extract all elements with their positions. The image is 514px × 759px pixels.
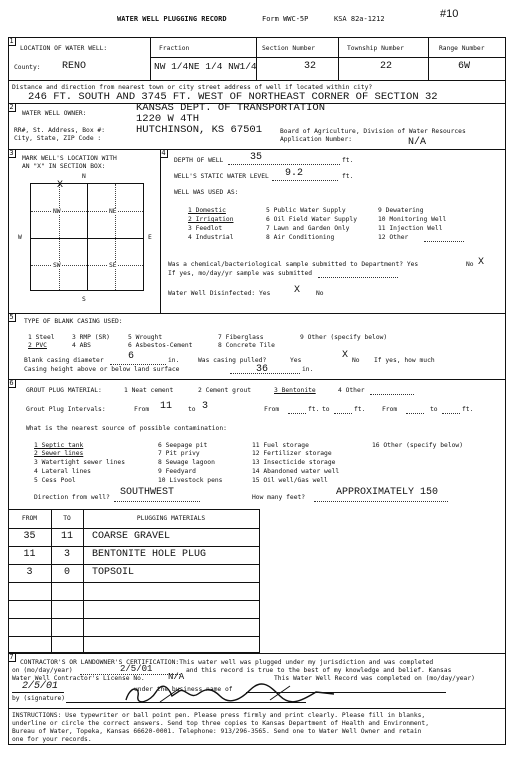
range-value: 6W [458,61,471,72]
address-label-2: City, State, ZIP Code : [14,135,102,142]
map-ne: NE [109,208,117,215]
rule [8,379,506,380]
interval-2-to-line [334,413,352,414]
static-value: 9.2 [285,168,304,179]
interval-2-ft: ft. [308,406,320,413]
interval-3-from-line [406,413,424,414]
grid-line [31,265,143,266]
map-label-2: AN "X" IN SECTION BOX: [22,163,106,170]
section-number-2: 2 [8,103,16,112]
casing-rmp[interactable]: 3 RMP (SR) [72,334,110,341]
completed-date: 2/5/01 [22,681,59,692]
fraction-label: Fraction [159,45,190,52]
use-monitoring[interactable]: 10 Monitoring Well [378,216,447,223]
interval-3-ft: ft. [462,406,474,413]
completed-date-line [12,692,64,693]
interval-1-from-label: From [134,406,150,413]
source-livestock[interactable]: 10 Livestock pens [158,477,223,484]
map-south: S [82,296,86,303]
interval-1-to: 3 [202,401,209,412]
section-number-7: 7 [8,653,16,662]
range-label: Range Number [439,45,485,52]
used-as-label: WELL WAS USED AS: [174,189,239,196]
casing-steel[interactable]: 1 Steel [28,334,55,341]
board-label: Board of Agriculture, Division of Water Resources [280,128,466,135]
source-oil-gas-well[interactable]: 15 Oil well/Gas well [252,477,328,484]
grout-cement-grout[interactable]: 2 Cement grout [198,387,252,394]
row-3-from: 3 [26,567,33,578]
height-value: 36 [256,364,269,375]
use-industrial[interactable]: 4 Industrial [188,234,234,241]
row-1-from: 35 [23,531,36,542]
casing-concrete[interactable]: 8 Concrete Tile [218,342,275,349]
use-other[interactable]: 12 Other [378,234,409,241]
rule [150,57,506,58]
height-unit: in. [302,366,314,373]
static-unit: ft. [342,173,354,180]
section-number-1: 1 [8,37,16,46]
grout-other-line [370,394,414,395]
section-number-6: 6 [8,379,16,388]
grid-line [115,184,116,290]
map-east: E [148,234,152,241]
contamination-label: What is the nearest source of possible contamination: [26,425,227,432]
map-se: SE [109,262,117,269]
disinfected-label: Water Well Disinfected: Yes [168,290,271,297]
table-rule [8,636,259,637]
diameter-value: 6 [128,351,135,362]
table-rule [8,564,259,565]
source-sewer-lines[interactable]: 2 Sewer lines [34,450,84,457]
section-number-3: 3 [8,149,16,158]
cert-text-4: under the business name of [134,686,233,693]
grid-line [59,184,60,290]
application-value: N/A [408,137,427,148]
depth-line [228,164,340,165]
depth-value: 35 [250,152,263,163]
well-location-mark: X [57,180,64,191]
use-feedlot[interactable]: 3 Feedlot [188,225,223,232]
map-label-1: MARK WELL'S LOCATION WITH [22,155,117,162]
source-fuel-storage[interactable]: 11 Fuel storage [252,442,309,449]
table-divider [83,510,84,652]
grout-other[interactable]: 4 Other [338,387,365,394]
owner-label: WATER WELL OWNER: [22,110,87,117]
pulled-no[interactable]: No [352,357,360,364]
map-west: W [18,234,22,241]
divider [338,37,339,80]
cert-text-3b: This Water Well Record was completed on (mo/day/year) [274,675,475,682]
county-label: County: [14,64,41,71]
map-north: N [82,173,86,180]
use-public-water[interactable]: 5 Public Water Supply [266,207,346,214]
sample-date-question: If yes, mo/day/yr sample was submitted [168,270,313,277]
interval-2-from-line [288,413,306,414]
pulled-how: If yes, how much [374,357,435,364]
table-rule [8,546,259,547]
table-header-from: FROM [21,515,38,522]
distance-value: 246 FT. SOUTH AND 3745 FT. WEST OF NORTHEAST CORNER OF SECTION 32 [28,91,438,103]
cert-text-2b: and this record is true to the best of my knowledge and belief. Kansas [186,667,452,674]
howmany-value: APPROXIMATELY 150 [336,487,439,498]
sample-date-line [318,277,398,278]
casing-wrought[interactable]: 5 Wrought [128,334,163,341]
instructions-line-2: underline or circle the correct answers. Send top three copies to Kansas Department of Health and Environment, [12,720,430,727]
interval-1-to-label: to [188,406,196,413]
row-2-material: BENTONITE HOLE PLUG [92,549,207,560]
grout-neat-cement[interactable]: 1 Neat cement [124,387,174,394]
fraction-value: NW 1/4NE 1/4 NW1/4 [154,61,257,72]
row-1-material: COARSE GRAVEL [92,531,171,542]
use-injection[interactable]: 11 Injection Well [378,225,443,232]
rule [8,313,506,314]
casing-other[interactable]: 9 Other (specify below) [300,334,388,341]
grout-bentonite[interactable]: 3 Bentonite [274,387,316,394]
source-seepage-pit[interactable]: 6 Seepage pit [158,442,208,449]
section-label: Section Number [262,45,316,52]
record-number: #10 [440,8,459,20]
divider [256,37,257,80]
use-domestic[interactable]: 1 Domestic [188,207,226,214]
row-3-to: 0 [63,567,70,578]
rule [8,653,506,654]
instructions-line-3: Bureau of Water, Topeka, Kansas 66620-0001. Telephone: 913/296-3565. Send one to Water Well Owner and retain [12,728,422,735]
source-watertight[interactable]: 3 Watertight sewer lines [34,459,125,466]
intervals-label: Grout Plug Intervals: [26,406,106,413]
signature-scribble [120,682,340,706]
table-rule [8,600,259,601]
sample-no[interactable]: No [466,261,474,268]
direction-value: SOUTHWEST [120,487,175,498]
section-value: 32 [304,61,317,72]
owner-name: KANSAS DEPT. OF TRANSPORTATION [136,102,326,114]
pulled-yes[interactable]: Yes [290,357,302,364]
section-number-5: 5 [8,313,16,322]
static-line [272,180,338,181]
grid-line [31,211,143,212]
form-number: Form WWC-5P [262,15,309,23]
diameter-unit: in. [168,357,180,364]
casing-asbestos[interactable]: 6 Asbestos-Cement [128,342,193,349]
cert-text-2a: on (mo/day/year) [12,667,73,674]
table-header-materials: PLUGGING MATERIALS [136,515,206,522]
grid-line [87,184,88,290]
divider [150,37,151,80]
sample-mark: X [478,257,485,268]
cert-date: 2/5/01 [120,664,153,674]
source-lagoon[interactable]: 8 Sewage lagoon [158,459,215,466]
interval-2-from-label: From [264,406,280,413]
source-fertilizer[interactable]: 12 Fertilizer storage [252,450,332,457]
cert-text-3a: Water Well Contractor's License No. [12,675,145,682]
rule [8,149,506,150]
row-1-to: 11 [60,531,73,542]
direction-line [114,501,200,502]
row-2-to: 3 [63,549,70,560]
section-grid[interactable] [30,180,144,291]
form-title: WATER WELL PLUGGING RECORD [117,15,227,23]
table-rule [8,618,259,619]
grid-line [31,238,143,239]
township-label: Township Number [347,45,404,52]
owner-city: HUTCHINSON, KS 67501 [136,124,263,136]
source-pit-privy[interactable]: 7 Pit privy [158,450,200,457]
distance-label: Distance and direction from nearest town or city street address of well if located within city? [12,84,373,91]
interval-2-to-label: to [322,406,330,413]
location-label: LOCATION OF WATER WELL: [20,45,108,52]
table-header-to: TO [63,515,71,522]
interval-3-to-label: to [430,406,438,413]
casing-label: TYPE OF BLANK CASING USED: [24,318,123,325]
divider [160,149,161,313]
instructions-line-1: INSTRUCTIONS: Use typewriter or ball point pen. Please press firmly and print clearly. Please fill in blanks, [12,712,426,719]
interval-3-to-line [442,413,460,414]
interval-1-from: 11 [160,401,173,412]
diameter-line [110,364,166,365]
cert-text-1: CONTRACTOR'S OR LANDOWNER'S CERTIFICATION:This water well was plugged under my jurisdiction and was completed [20,659,434,666]
owner-street: 1220 W 4TH [136,113,200,125]
diameter-label: Blank casing diameter [24,357,104,364]
divider [428,37,429,80]
address-label-1: RR#, St. Address, Box #: [14,127,105,134]
row-2-from: 11 [23,549,36,560]
interval-2-ft-b: ft. [354,406,366,413]
howmany-line [314,501,448,502]
use-oil-field[interactable]: 6 Oil Field Water Supply [266,216,357,223]
row-3-material: TOPSOIL [92,567,135,578]
depth-label: DEPTH OF WELL [174,157,224,164]
height-label: Casing height above or below land surface [24,366,180,373]
casing-pvc[interactable]: 2 PVC [28,342,47,349]
source-abandoned-well[interactable]: 14 Abandoned water well [252,468,340,475]
instructions-line-4: one for your records. [12,736,92,743]
source-cess-pool[interactable]: 5 Cess Pool [34,477,76,484]
grout-label: GROUT PLUG MATERIAL: [26,387,102,394]
casing-fiberglass[interactable]: 7 Fiberglass [218,334,264,341]
disinfected-mark: X [294,285,301,296]
pulled-label: Was casing pulled? [198,357,267,364]
section-number-4: 4 [160,149,168,158]
use-dewatering[interactable]: 9 Dewatering [378,207,424,214]
static-label: WELL'S STATIC WATER LEVEL [174,173,269,180]
application-label: Application Number: [280,136,353,143]
sample-question: Was a chemical/bacteriological sample submitted to Department? Yes [168,261,419,268]
disinfected-no[interactable]: No [316,290,324,297]
depth-unit: ft. [342,157,354,164]
use-irrigation[interactable]: 2 Irrigation [188,216,234,223]
cert-license: N/A [168,672,185,682]
map-sw: SW [53,262,61,269]
direction-label: Direction from well? [34,494,110,501]
rule [8,708,506,709]
table-rule [8,582,259,583]
use-air-conditioning[interactable]: 8 Air Conditioning [266,234,335,241]
rule [8,80,506,81]
howmany-label: How many feet? [252,494,306,501]
interval-3-from-label: From [382,406,398,413]
township-value: 22 [380,61,393,72]
use-other-line [424,241,464,242]
source-feedyard[interactable]: 9 Feedyard [158,468,196,475]
source-insecticide[interactable]: 13 Insecticide storage [252,459,336,466]
source-lateral-lines[interactable]: 4 Lateral lines [34,468,91,475]
pulled-mark: X [342,350,349,361]
county-value: RENO [62,61,87,72]
use-lawn-garden[interactable]: 7 Lawn and Garden Only [266,225,350,232]
source-other[interactable]: 16 Other (specify below) [372,442,463,449]
source-septic-tank[interactable]: 1 Septic tank [34,442,84,449]
map-nw: NW [53,208,61,215]
by-signature-label: by (signature) [12,695,66,702]
plugging-table [8,509,260,653]
table-rule [8,528,259,529]
casing-abs[interactable]: 4 ABS [72,342,91,349]
ksa-citation: KSA 82a-1212 [334,15,385,23]
